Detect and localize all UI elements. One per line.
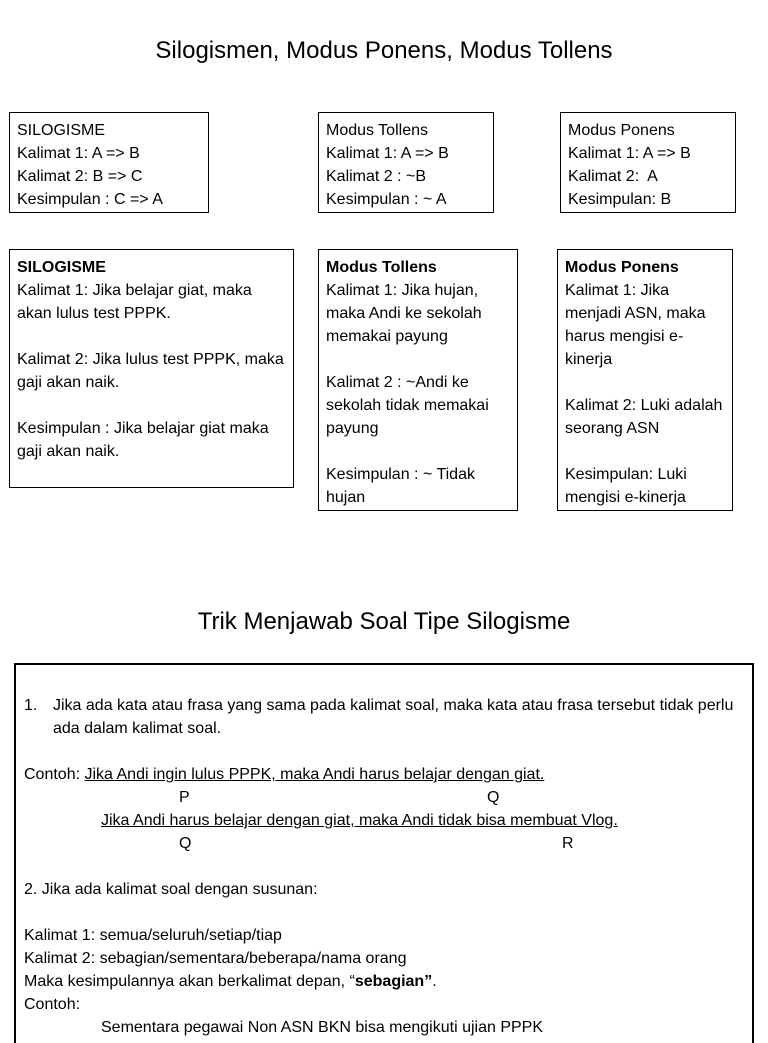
ponens-formula-box: [560, 112, 736, 213]
tollens-formula-box: [318, 112, 494, 213]
variable-row-1: [24, 786, 742, 809]
box-paragraph: Kesimpulan : ~ Tidak hujan: [326, 466, 475, 506]
variable-q: Q: [179, 835, 192, 852]
box-paragraph: Kesimpulan: Luki mengisi e-kinerja: [565, 466, 687, 506]
rule-end: .: [432, 973, 437, 990]
box-paragraph: Kalimat 1: Jika belajar giat, maka akan lulus test PPPK.: [17, 282, 252, 322]
box-line: Kalimat 1: A => B: [326, 145, 449, 162]
ponens-example-box: [557, 249, 733, 511]
example-sentence-1: [24, 763, 742, 786]
tollens-example-box: [318, 249, 518, 511]
example-premise-2: Jika Andi harus belajar dengan giat, maka Andi tidak bisa membuat Vlog.: [101, 812, 618, 829]
pattern-kalimat-1: Kalimat 1: semua/seluruh/setiap/tiap: [24, 927, 282, 944]
silogisme-formula-box: [9, 112, 209, 213]
box-line: Kalimat 1: A => B: [17, 145, 140, 162]
box-line: Modus Tollens: [326, 122, 428, 139]
rule-text: Maka kesimpulannya akan berkalimat depan, “: [24, 973, 355, 990]
silogisme-example-box: [9, 249, 294, 488]
box-heading: Modus Ponens: [565, 259, 679, 276]
tip-text: Jika ada kata atau frasa yang sama pada kalimat soal, maka kata atau frasa tersebut tidak perlu ada dalam kalimat soal.: [53, 697, 734, 737]
contoh-label: Contoh:: [24, 766, 85, 783]
box-heading: SILOGISME: [17, 259, 106, 276]
box-paragraph: Kalimat 1: Jika hujan, maka Andi ke sekolah memakai payung: [326, 282, 482, 345]
box-line: Kesimpulan: B: [568, 191, 672, 208]
tip-number: 1.: [24, 697, 38, 714]
page-title: Silogismen, Modus Ponens, Modus Tollens: [155, 37, 613, 64]
box-paragraph: Kalimat 2: Luki adalah seorang ASN: [565, 397, 723, 437]
box-line: SILOGISME: [17, 122, 106, 139]
box-line: Kesimpulan : ~ A: [326, 191, 447, 208]
box-paragraph: Kalimat 2: Jika lulus test PPPK, maka gaji akan naik.: [17, 351, 284, 391]
example-premise-1: Jika Andi ingin lulus PPPK, maka Andi harus belajar dengan giat.: [84, 766, 545, 783]
box-line: Kalimat 2: B => C: [17, 168, 143, 185]
pattern-kalimat-2: Kalimat 2: sebagian/sementara/beberapa/nama orang: [24, 950, 407, 967]
tips-box: [14, 663, 754, 1043]
variable-row-2: [24, 832, 742, 855]
example-cut-line: Sementara pegawai Non ASN BKN bisa mengikuti ujian PPPK: [101, 1019, 544, 1036]
tip-item-1: [24, 694, 742, 740]
box-paragraph: Kalimat 1: Jika menjadi ASN, maka harus mengisi e-kinerja: [565, 282, 706, 368]
box-heading: Modus Tollens: [326, 259, 437, 276]
box-paragraph: Kesimpulan : Jika belajar giat maka gaji akan naik.: [17, 420, 269, 460]
contoh-label-2: Contoh:: [24, 996, 81, 1013]
tip-item-2: 2. Jika ada kalimat soal dengan susunan:: [24, 881, 318, 898]
box-line: Modus Ponens: [568, 122, 675, 139]
box-line: Kalimat 1: A => B: [568, 145, 691, 162]
section-title: Trik Menjawab Soal Tipe Silogisme: [197, 608, 571, 635]
variable-r: R: [562, 835, 574, 852]
box-line: Kesimpulan : C => A: [17, 191, 163, 208]
box-line: Kalimat 2 : ~B: [326, 168, 427, 185]
example-sentence-2: [24, 809, 742, 832]
variable-q: Q: [487, 789, 500, 806]
conclusion-rule: [24, 970, 742, 993]
box-paragraph: Kalimat 2 : ~Andi ke sekolah tidak memakai payung: [326, 374, 489, 437]
box-line: Kalimat 2: A: [568, 168, 658, 185]
variable-p: P: [179, 789, 190, 806]
rule-keyword: sebagian”: [354, 973, 433, 990]
